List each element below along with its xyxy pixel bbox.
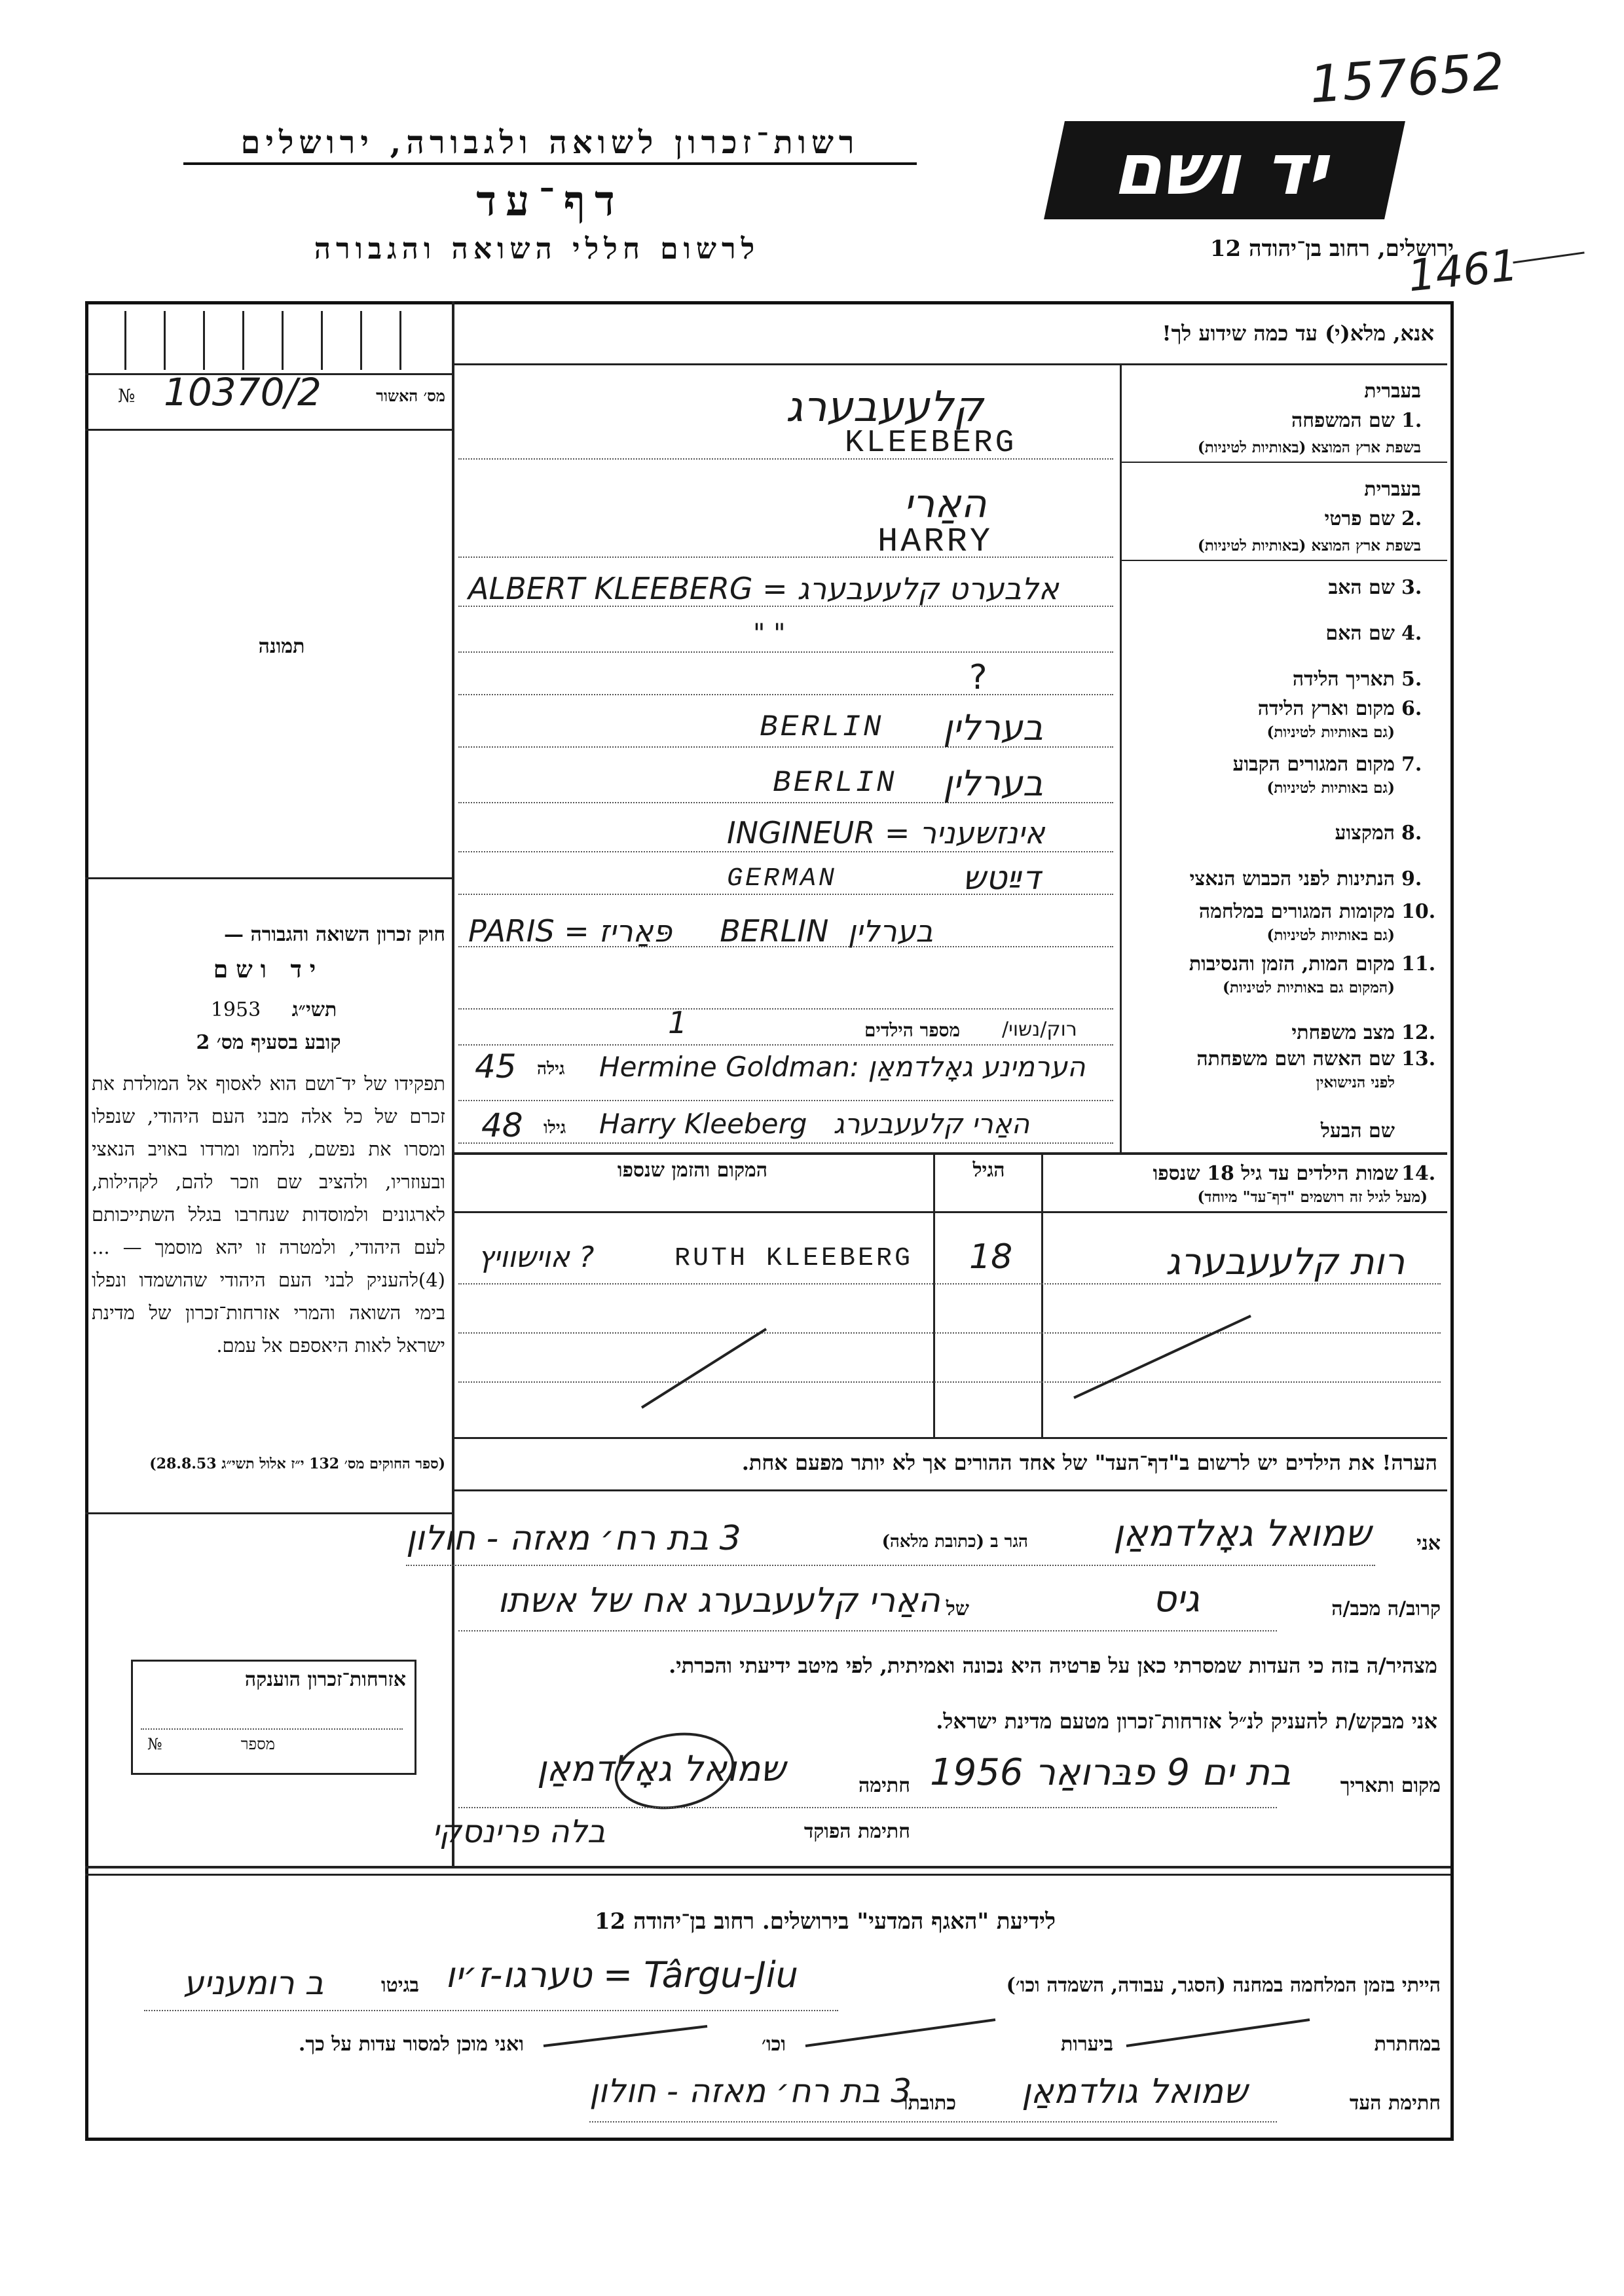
- decl-signature: שמואל גאָלדמאַן: [537, 1748, 786, 1789]
- photo-placeholder: תמונה: [258, 635, 305, 658]
- value-family-name-latin: KLEEBERG: [845, 426, 1017, 461]
- field-13-number: 13.: [1401, 1048, 1436, 1070]
- decl-address: 3 בת רח׳ מאזה - חולון: [406, 1519, 741, 1558]
- field-husband-label: שם הבעל: [1320, 1120, 1395, 1142]
- value-residence-latin: BERLIN: [773, 766, 897, 800]
- field-3-label: שם האב: [1328, 576, 1395, 599]
- ghetto-label: בגיטו: [380, 1974, 419, 1997]
- value-first-name-hebrew: האַרי: [904, 481, 987, 527]
- field-7-number: 7.: [1401, 753, 1422, 776]
- decl-of-name: האַרי קלעעבערג אח של אשתו: [498, 1581, 940, 1620]
- registration-number-prefix: №: [118, 385, 136, 407]
- note-text: הערה! את הילדים יש לרשום ב"דף־העד" של אחד ההורים אך לא יותר מפעם אחת.: [741, 1450, 1437, 1475]
- field-1-sub-hebrew: בעברית: [1364, 380, 1421, 403]
- field-1-number: 1.: [1401, 409, 1422, 432]
- underground-title: לידיעת "האגף המדעי" בירושלים. רחוב בן־יהודה 12: [595, 1908, 1056, 1935]
- field-7-label: מקום המגורים הקבוע: [1232, 753, 1395, 776]
- forests-label: ביערות: [1060, 2033, 1113, 2056]
- field-4-label: שם האם: [1325, 622, 1395, 645]
- value-marital-status: רוק/נשוי/: [1002, 1018, 1077, 1041]
- child-name-hebrew: רות קלעעבערג: [1166, 1241, 1405, 1283]
- decl-resides-label: הגר ב (כתובת מלאה): [881, 1532, 1028, 1552]
- law-year: 1953: [210, 998, 261, 1021]
- field-5-label: תאריך הלידה: [1292, 668, 1395, 691]
- law-name: יד ושם: [213, 956, 324, 983]
- field-11-label: מקום המות, הזמן והנסיבות: [1189, 953, 1395, 975]
- child-name-latin: RUTH KLEEBERG: [674, 1244, 913, 1273]
- field-11-sub: (המקום גם באותיות לטיניות): [1223, 979, 1395, 996]
- field-6-number: 6.: [1401, 697, 1422, 720]
- value-children-count: 1: [668, 1005, 688, 1040]
- ready-text: ואני מוכן למסור עדות על כך.: [298, 2033, 524, 2056]
- field-5-number: 5.: [1401, 668, 1422, 691]
- certificate-number-prefix: №: [147, 1735, 162, 1753]
- field-2-number: 2.: [1401, 507, 1422, 530]
- law-title: חוק זכרון השואה והגבורה —: [224, 923, 445, 946]
- partisan-label: במחתרת: [1374, 2033, 1441, 2056]
- child-age: 18: [969, 1237, 1013, 1277]
- field-13-label: שם האשה ושם משפחתה: [1196, 1048, 1395, 1070]
- decl-relation: גיס: [1153, 1578, 1200, 1620]
- children-age-header: הגיל: [972, 1159, 1005, 1182]
- decl-official-signature: בלה פרינסקי: [432, 1813, 606, 1850]
- ghetto-value: ב רומעניע: [183, 1964, 324, 2002]
- value-husband-age-label: גילו: [544, 1118, 566, 1138]
- field-8-label: המקצוע: [1335, 822, 1395, 845]
- blank-strike-mark: [0, 0, 1, 1]
- form-intro: אנא, מלא(י) עד כמה שידוע לך!: [1162, 321, 1434, 346]
- child-place: ? אוישוויץ: [478, 1241, 595, 1274]
- decl-request: אני מבקש/ת להעניק לנ״ל אזרחות־זכרון מטעם מדינת ישראל.: [936, 1709, 1437, 1734]
- value-husband-name: Harry Kleeberg האַרי קלעעבערג: [599, 1108, 1030, 1140]
- decl-official-label: חתימת הפוקד: [803, 1820, 910, 1843]
- value-mother: " ": [753, 619, 786, 649]
- field-10-label: מקומות המגורים במלחמה: [1198, 900, 1395, 923]
- law-text: תפקידו של יד־ושם הוא לאסוף אל המולדת את זכרם של כל אלה מבני העם היהודי, שנפלו ומסרו את נפשם, נלחמו ומרדו באויב הנאצי ובעוזריו, ולהציב שם וזכר להם, לקהילות, לארגונים ולמוסדות שנחרבו בגלל השתייכותם לעם היהודי, ולמטרה זו יהא מוסמך — ...(4)להעניק לבני העם היהודי שהושמדו ונפלו בימי השואה והמרי אזרחות־זכרון של מדינת ישראל לאות היאספם אל עמם.: [92, 1072, 445, 1357]
- header-address: ירושלים, רחוב בן־יהודה 12: [1209, 236, 1454, 262]
- camp-value: טערגו-ז׳יו = Târgu-Jiu: [445, 1954, 799, 1995]
- witness-address: 3 בת רח׳ מאזה - חולון: [589, 2072, 912, 2110]
- registration-label: מס׳ האשור: [376, 386, 445, 405]
- field-4-number: 4.: [1401, 622, 1422, 645]
- value-children-label: מספר הילדים: [864, 1019, 961, 1041]
- archive-number: 157652: [1308, 42, 1507, 115]
- decl-place-date-label: מקום ותאריך: [1340, 1774, 1441, 1797]
- field-9-label: הנתינות לפני הכבוש הנאצי: [1189, 867, 1395, 890]
- law-clause: קובע בסעיף מס׳ 2: [196, 1031, 341, 1054]
- value-birthplace-hebrew: בערלין: [943, 707, 1043, 748]
- value-wife-age-label: גילה: [537, 1059, 565, 1079]
- value-first-name-latin: HARRY: [877, 522, 993, 561]
- value-profession: INGINEUR = אינזשעניר: [727, 815, 1045, 850]
- field-3-number: 3.: [1401, 576, 1422, 599]
- archive-subnumber: 1461: [1405, 240, 1521, 302]
- children-subtitle: (מעל לגיל זה רושמים "דף־עד" מיוחד): [1197, 1188, 1428, 1206]
- law-reference: (ספר החוקים מס׳ 132 י״ז אלול תשי״ג 28.8.53): [149, 1455, 445, 1472]
- value-wartime-residence: PARIS = פּאַריז BERLIN בערלין: [468, 913, 933, 949]
- value-birth-date: ?: [969, 658, 987, 697]
- children-title: שמות הילדים עד גיל 18 שנספו: [1153, 1162, 1398, 1185]
- value-father: ALBERT KLEEBERG = אלבערט קלעעבערג: [468, 571, 1059, 606]
- field-12-number: 12.: [1401, 1021, 1436, 1044]
- decl-statement: מצהיר/ה בזה כי העדות שמסרתי כאן על פרטיה היא נכונה ואמיתית, לפי מיטב ידיעתי והכרתי.: [669, 1653, 1437, 1678]
- field-1-sub: בשפת ארץ המוצא (באותיות לטיניות): [1197, 439, 1421, 456]
- field-2-sub: בשפת ארץ המוצא (באותיות לטיניות): [1197, 537, 1421, 555]
- decl-relative-label: קרוב/ה מכב/ה: [1331, 1597, 1441, 1620]
- decl-place-date: בת ים 9 פבּרואַר 1956: [930, 1751, 1291, 1794]
- decl-signature-label: חתימה: [858, 1774, 910, 1797]
- decl-declarant: שמואל גאָלדמאַן: [1113, 1512, 1371, 1555]
- etc-label: וכו׳: [762, 2033, 786, 2056]
- field-13-sub: לפני הנישואין: [1316, 1074, 1395, 1091]
- authority-name: רשות־זכרון לשואה ולגבורה, ירושלים: [183, 124, 917, 165]
- children-place-header: המקום והזמן שנספו: [617, 1159, 768, 1182]
- decl-ani: אני: [1416, 1532, 1441, 1555]
- law-year-heb: תשי״ג: [291, 998, 337, 1021]
- field-1-label: שם המשפחה: [1291, 409, 1395, 432]
- camp-label: הייתי בזמן המלחמה במחנה (הסגר, עבודה, השמדה וכו׳): [1006, 1974, 1441, 1997]
- children-number: 14.: [1401, 1162, 1436, 1185]
- certificate-title: אזרחות־זכרון הוענקה: [244, 1668, 406, 1691]
- field-10-sub: (גם באותיות לטיניות): [1266, 926, 1395, 944]
- field-9-number: 9.: [1401, 867, 1422, 890]
- field-12-label: מצב משפחתי: [1291, 1021, 1395, 1044]
- yad-vashem-logo: יד ושם: [1044, 121, 1405, 219]
- certificate-number-label: מספר: [240, 1735, 275, 1753]
- witness-address-label: כתובתו: [902, 2092, 956, 2115]
- value-wife-name: Hermine Goldman: הערמינע גאָלדמאַן: [599, 1051, 1086, 1083]
- form-title: דף־עד: [476, 177, 624, 226]
- field-2-label: שם פרטי: [1324, 507, 1395, 530]
- witness-signature-label: חתימת העד: [1349, 2092, 1441, 2115]
- value-nationality-hebrew: דײַטש: [963, 859, 1041, 897]
- field-6-sub: (גם באותיות לטיניות): [1266, 723, 1395, 741]
- field-10-number: 10.: [1401, 900, 1436, 923]
- value-wife-age: 45: [475, 1048, 517, 1085]
- value-husband-age: 48: [481, 1106, 523, 1144]
- value-birthplace-latin: BERLIN: [760, 710, 884, 744]
- field-11-number: 11.: [1401, 953, 1436, 975]
- value-family-name-hebrew: קלעעבערג: [786, 383, 984, 431]
- witness-signature: שמואל גולדמאַן: [1022, 2072, 1247, 2111]
- decl-of-label: של: [946, 1597, 969, 1620]
- registration-number: 10370/2: [164, 370, 322, 414]
- value-residence-hebrew: בערלין: [943, 763, 1043, 804]
- value-nationality-latin: GERMAN: [727, 864, 838, 894]
- form-subtitle: לרשום חללי השואה והגבורה: [314, 232, 760, 266]
- field-7-sub: (גם באותיות לטיניות): [1266, 779, 1395, 797]
- field-2-sub-hebrew: בעברית: [1364, 478, 1421, 501]
- field-6-label: מקום וארץ הלידה: [1257, 697, 1395, 720]
- field-8-number: 8.: [1401, 822, 1422, 845]
